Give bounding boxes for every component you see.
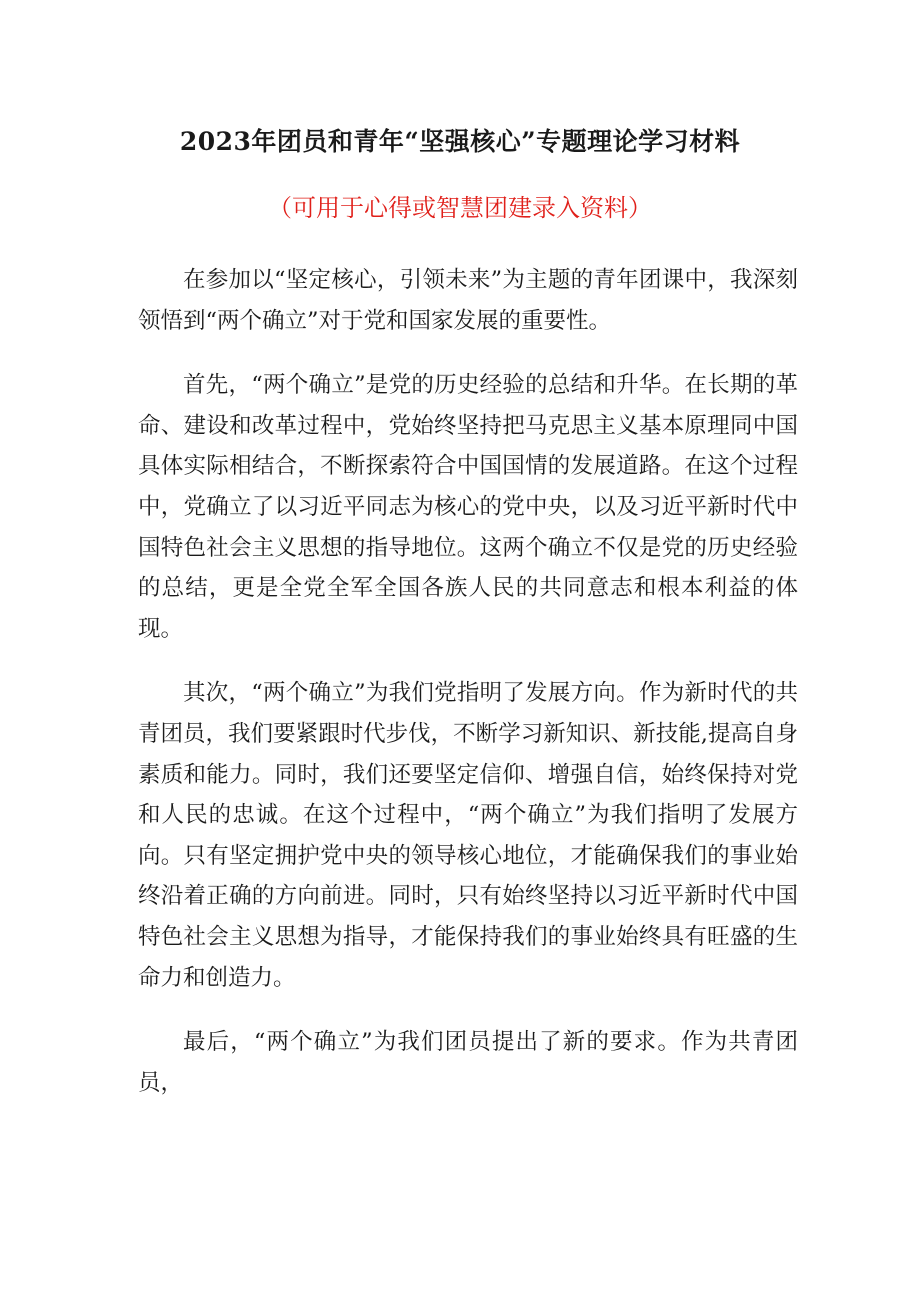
paragraph-second: 其次，“两个确立”为我们党指明了发展方向。作为新时代的共青团员，我们要紧跟时代步伐，不断学习新知识、新技能,提高自身素质和能力。同时，我们还要坚定信仰、增强自信，始终保持对党和人民的忠诚。在这个过程中，“两个确立”为我们指明了发展方向。只有坚定拥护党中央的领导核心地位，才能确保我们的事业始终沿着正确的方向前进。同时，只有始终坚持以习近平新时代中国特色社会主义思想为指导，才能保持我们的事业始终具有旺盛的生命力和创造力。 <box>138 680 798 991</box>
paragraph-first: 首先，“两个确立”是党的历史经验的总结和升华。在长期的革命、建设和改革过程中，党始终坚持把马克思主义基本原理同中国具体实际相结合，不断探索符合中国国情的发展道路。在这个过程中，党确立了以习近平同志为核心的党中央，以及习近平新时代中国特色社会主义思想的指导地位。这两个确立不仅是党的历史经验的总结，更是全党全军全国各族人民的共同意志和根本利益的体现。 <box>138 372 798 642</box>
document-subtitle: （可用于心得或智慧团建录入资料） <box>268 194 652 222</box>
document-body <box>138 260 798 1127</box>
paragraph-last: 最后，“两个确立”为我们团员提出了新的要求。作为共青团员， <box>138 1029 798 1096</box>
document-title: 2023年团员和青年“坚强核心”专题理论学习材料 <box>179 127 741 156</box>
paragraph-intro: 在参加以“坚定核心，引领未来”为主题的青年团课中，我深刻领悟到“两个确立”对于党和国家发展的重要性。 <box>138 267 798 334</box>
